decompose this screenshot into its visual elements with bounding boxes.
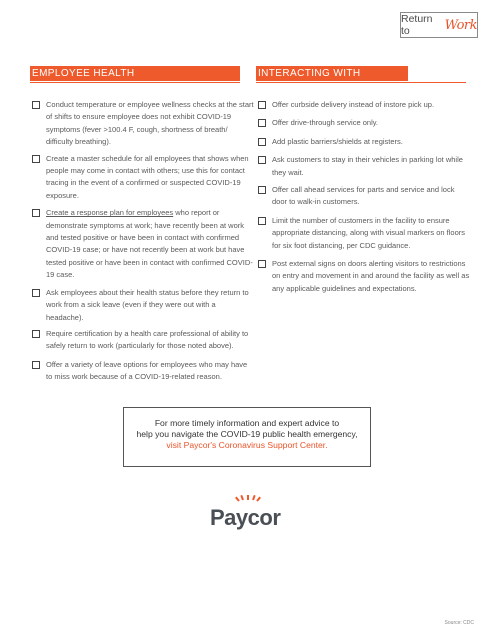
checkbox[interactable] bbox=[258, 260, 266, 268]
checklist-item-text: Offer curbside delivery instead of instore pick up. bbox=[272, 100, 435, 109]
checklist-item bbox=[32, 153, 254, 203]
checklist-item bbox=[258, 117, 470, 129]
checkbox[interactable] bbox=[258, 156, 266, 164]
checklist-item bbox=[258, 258, 470, 295]
checkbox[interactable] bbox=[258, 119, 266, 127]
checklist-item-text: Add plastic barriers/shields at registers. bbox=[272, 136, 403, 146]
checklist-item-text: Create a master schedule for all employees that shows when people may come in contact with others; use this for contact tracing in the event of a confirmed or suspected COVID-19 exposure. bbox=[46, 153, 249, 200]
checklist-item-text: Offer call ahead services for parts and service and lock door to walk-in customers. bbox=[272, 185, 455, 207]
badge-prefix: Return to bbox=[401, 13, 433, 37]
interacting-customers-list bbox=[258, 99, 470, 295]
checkbox[interactable] bbox=[258, 186, 266, 194]
checklist-item bbox=[258, 184, 470, 209]
checkbox[interactable] bbox=[32, 101, 40, 109]
checkbox[interactable] bbox=[32, 209, 40, 217]
checklist-item bbox=[32, 359, 254, 384]
coronavirus-support-link[interactable]: visit Paycor's Coronavirus Support Center. bbox=[166, 440, 328, 450]
checklist-item-text: Limit the number of customers in the facility to ensure appropriate distancing, along with visual markers on floors for six foot distancing, per CDC guidance. bbox=[272, 215, 466, 250]
employee-health-rule bbox=[30, 82, 240, 83]
checkbox[interactable] bbox=[32, 289, 40, 297]
callout-line-1: For more timely information and expert advice to bbox=[154, 418, 340, 428]
checkbox[interactable] bbox=[32, 361, 40, 369]
badge-script: Work bbox=[444, 17, 477, 33]
paycor-logo bbox=[210, 495, 290, 529]
checklist-item bbox=[32, 99, 254, 149]
checklist-item bbox=[32, 207, 254, 281]
checklist-item bbox=[32, 287, 254, 324]
interacting-customers-heading bbox=[256, 66, 408, 94]
callout-line-2: help you navigate the COVID-19 public health emergency, bbox=[136, 429, 358, 439]
employee-health-list bbox=[32, 99, 254, 384]
checklist-item-text: Require certification by a health care professional of ability to safely return to work (particularly for those noted above). bbox=[46, 328, 249, 351]
checklist-item-text: Ask employees about their health status before they return to work from a sick leave (even if they were out with a headache). bbox=[46, 287, 249, 322]
return-to-work-badge bbox=[400, 12, 478, 38]
checklist-item bbox=[258, 215, 470, 252]
employee-health-heading bbox=[30, 66, 240, 81]
checklist-item-text: Create a response plan for employees who report or demonstrate symptoms at work; have recently been at work and tested positive or have been in contact with confirmed COVID-19 case; or have not recently been at work but have tested positive or have been in contact with confirmed COVID-19 case. bbox=[46, 208, 253, 280]
checklist-item-text: Conduct temperature or employee wellness checks at the start of shifts to ensure employee does not exhibit COVID-19 symptoms (fever >100.4 F, cough, shortness of breath/ difficulty breathing). bbox=[46, 100, 254, 147]
employee-health-title: EMPLOYEE HEALTH bbox=[32, 68, 135, 79]
paycor-wordmark: Paycor bbox=[210, 505, 281, 530]
checkbox[interactable] bbox=[32, 330, 40, 338]
checkbox[interactable] bbox=[258, 101, 266, 109]
checklist-item bbox=[258, 154, 470, 179]
checklist-item-text: Post external signs on doors alerting visitors to restrictions on entry and movement in and around the facility as well as any applicable guidelines and expectations. bbox=[272, 259, 470, 293]
interacting-customers-rule bbox=[256, 82, 466, 83]
checklist-item bbox=[32, 328, 254, 353]
source-note: Source: CDC bbox=[444, 620, 474, 626]
checklist-item bbox=[258, 99, 470, 111]
interacting-customers-title: INTERACTING WITH CUSTOMERS bbox=[258, 68, 361, 94]
checklist-item-text: Offer a variety of leave options for employees who may have to miss work because of a COVID-19-related reason. bbox=[46, 359, 248, 382]
checklist-item-text: Offer drive-through service only. bbox=[272, 118, 379, 128]
checklist-item bbox=[258, 136, 470, 148]
checkbox[interactable] bbox=[258, 217, 266, 225]
support-callout bbox=[123, 407, 371, 467]
checklist-item-text: Ask customers to stay in their vehicles in parking lot while they wait. bbox=[272, 155, 463, 177]
response-plan-link[interactable]: Create a response plan for employees bbox=[46, 208, 174, 218]
checkbox[interactable] bbox=[258, 138, 266, 146]
checkbox[interactable] bbox=[32, 155, 40, 163]
